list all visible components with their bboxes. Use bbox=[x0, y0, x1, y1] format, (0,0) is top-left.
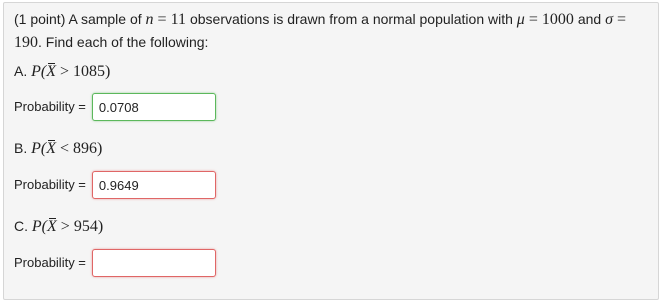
n-value: 11 bbox=[170, 11, 186, 28]
inequality: > bbox=[60, 218, 70, 235]
part-letter: B. bbox=[14, 140, 28, 156]
part-letter: A. bbox=[14, 63, 28, 79]
answer-input-a[interactable] bbox=[92, 93, 216, 121]
n-symbol: n bbox=[145, 11, 154, 28]
problem-text: A sample of bbox=[68, 11, 142, 27]
probability-label: Probability = bbox=[14, 255, 86, 270]
x-bar: X bbox=[46, 140, 57, 157]
threshold: 896) bbox=[73, 140, 103, 157]
problem-text: and bbox=[577, 11, 602, 27]
inequality: < bbox=[60, 140, 70, 157]
part-letter: C. bbox=[14, 218, 28, 234]
part-c-answer-row bbox=[14, 249, 216, 277]
problem-text: . Find each of the following: bbox=[38, 34, 209, 50]
inequality: > bbox=[60, 63, 70, 80]
mu-symbol: μ bbox=[516, 11, 525, 28]
equals-sign: = bbox=[528, 11, 538, 28]
threshold: 954) bbox=[73, 218, 104, 235]
sigma-symbol: σ bbox=[605, 11, 613, 28]
mu-value: 1000 bbox=[541, 11, 574, 28]
part-a-answer-row bbox=[14, 93, 216, 121]
answer-input-b[interactable] bbox=[92, 171, 216, 199]
prob-p: P( bbox=[31, 140, 47, 157]
x-bar: X bbox=[46, 63, 57, 80]
probability-label: Probability = bbox=[14, 177, 86, 192]
part-b-answer-row bbox=[14, 171, 216, 199]
prob-p: P( bbox=[31, 63, 47, 80]
equals-sign: = bbox=[157, 11, 167, 28]
part-a-label bbox=[14, 61, 110, 82]
equals-sign: = bbox=[617, 11, 627, 28]
problem-statement bbox=[14, 8, 654, 54]
sigma-value: 190 bbox=[14, 34, 38, 51]
prob-p: P( bbox=[31, 218, 47, 235]
problem-points: (1 point) bbox=[14, 11, 66, 27]
problem-text: observations is drawn from a normal population with bbox=[189, 11, 513, 27]
x-bar: X bbox=[47, 218, 57, 235]
answer-input-c[interactable] bbox=[92, 249, 216, 277]
part-c-label bbox=[14, 216, 103, 237]
part-b-label bbox=[14, 138, 102, 159]
problem-panel bbox=[3, 2, 659, 300]
probability-label: Probability = bbox=[14, 99, 86, 114]
threshold: 1085) bbox=[73, 63, 111, 80]
